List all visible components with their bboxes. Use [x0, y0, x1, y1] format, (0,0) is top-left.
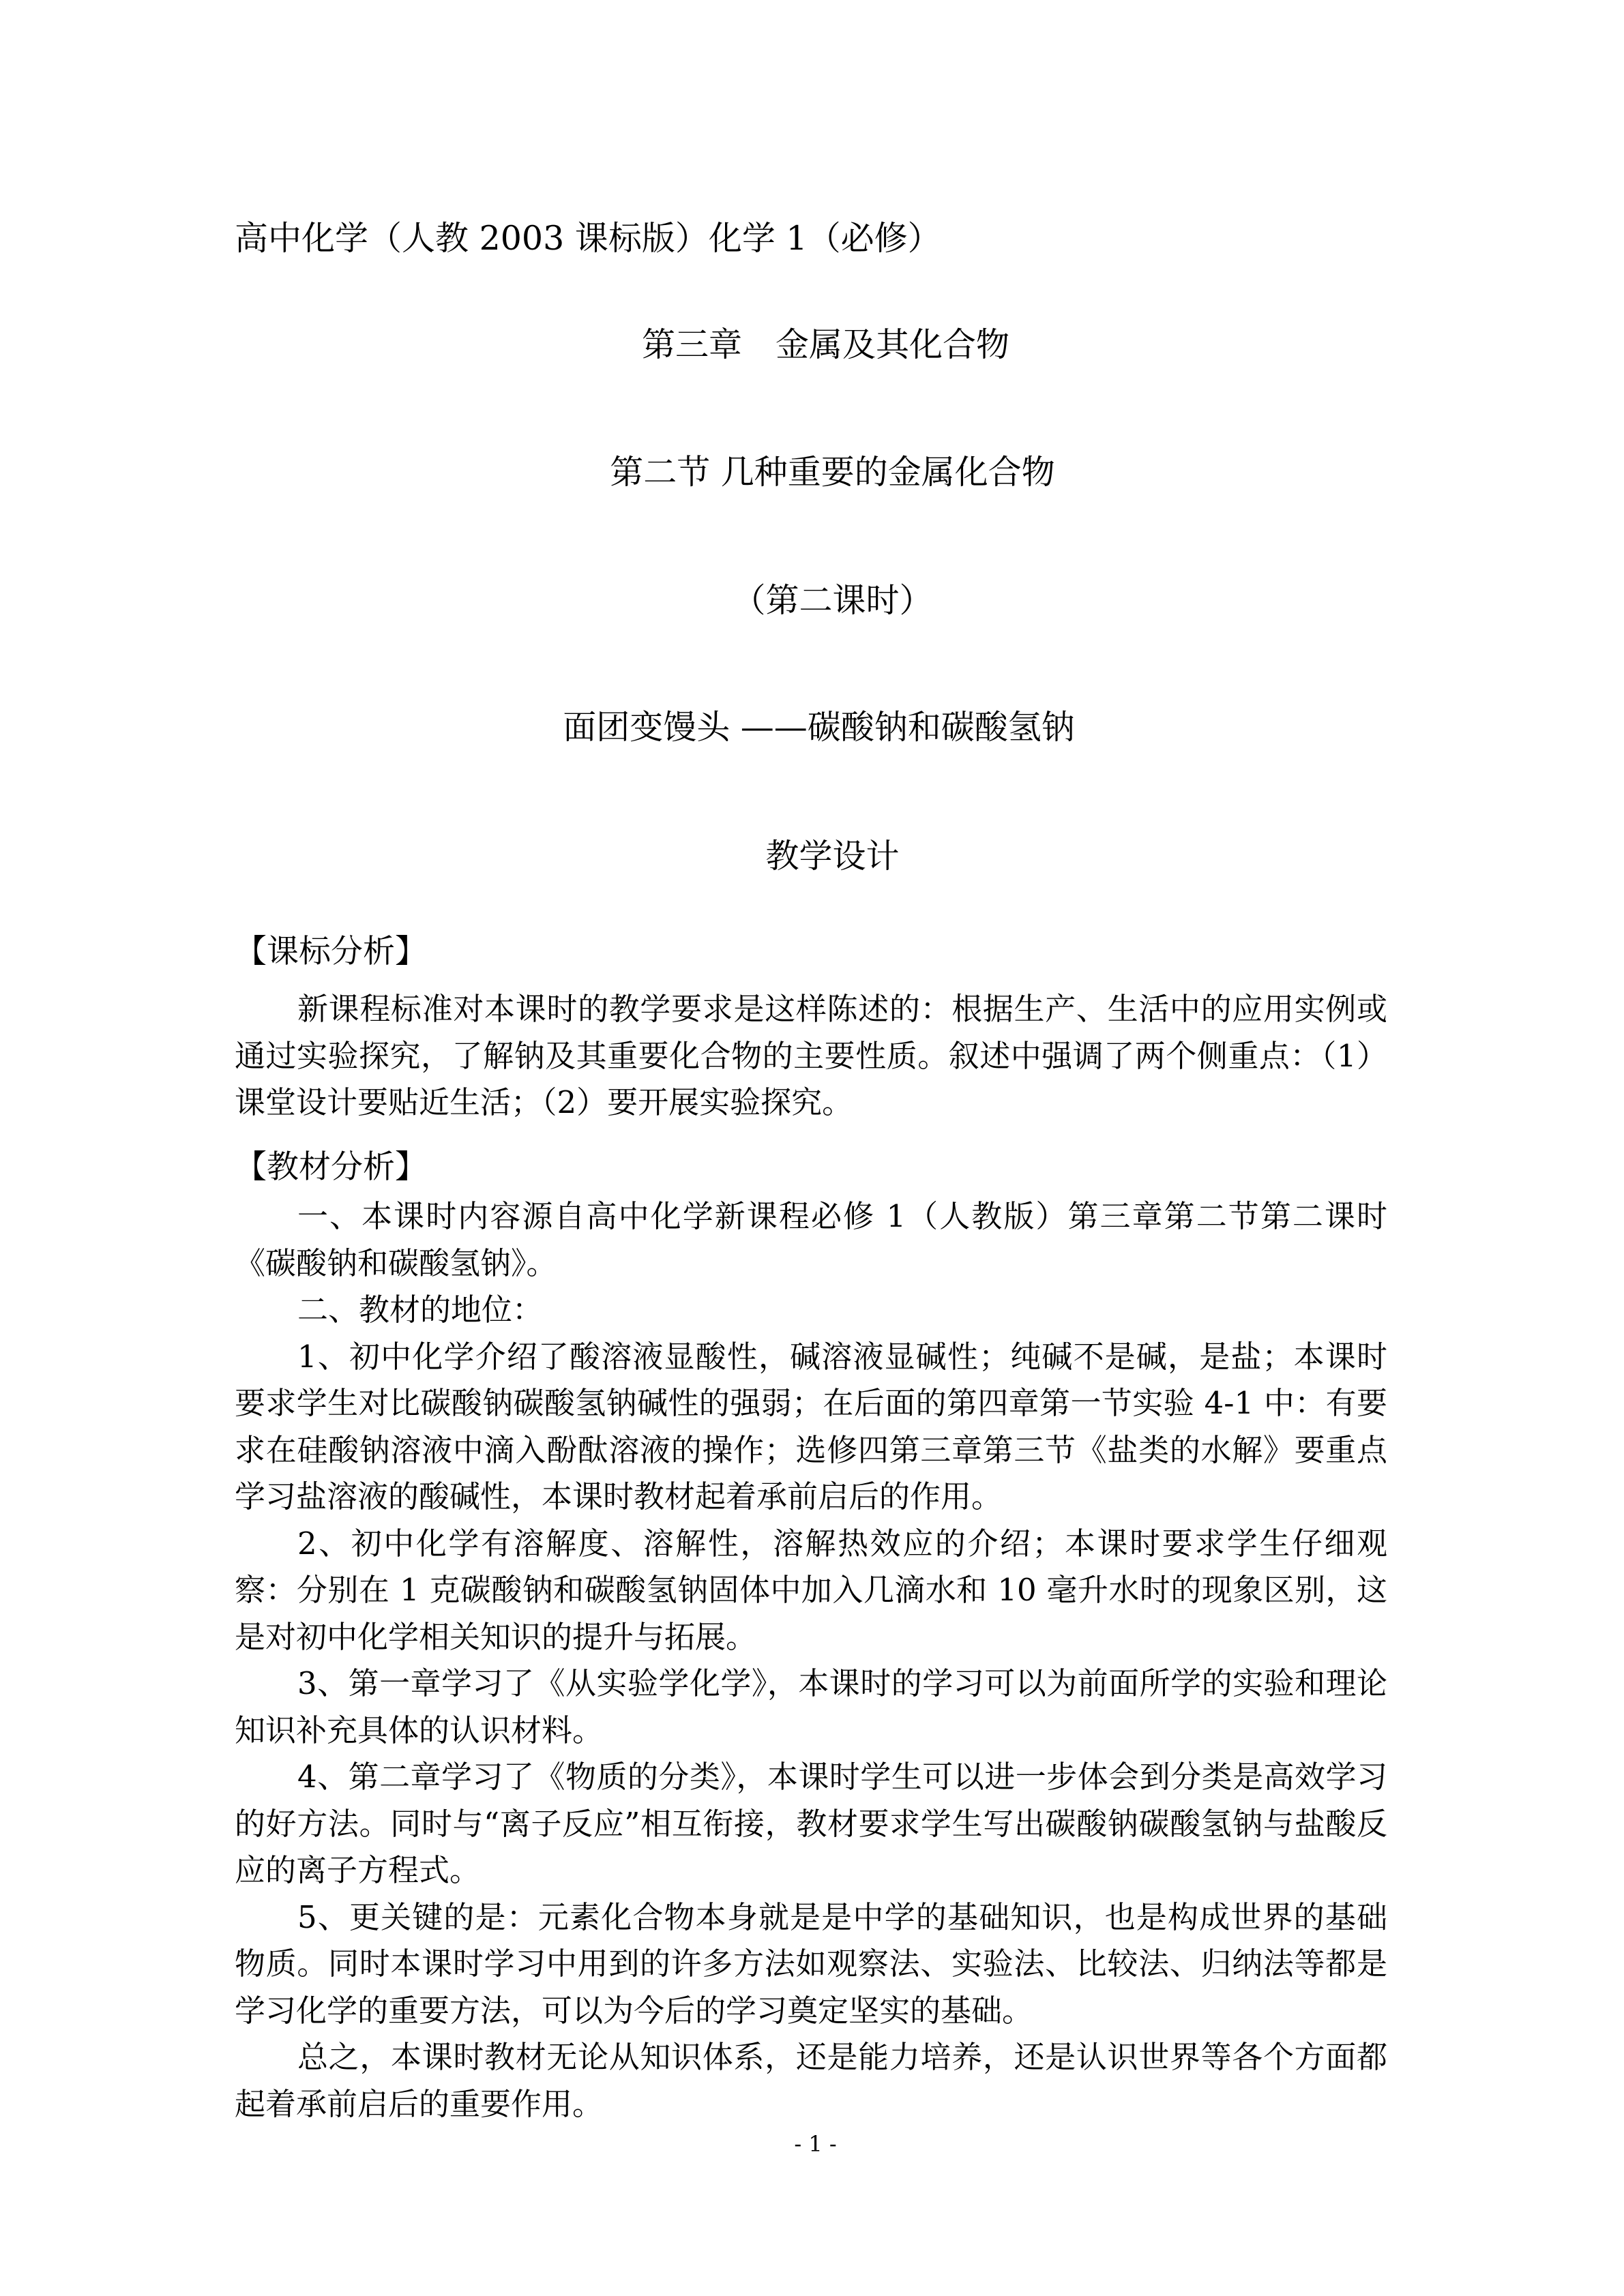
topic-title: 面团变馒头 ——碳酸钠和碳酸氢钠	[563, 708, 1075, 747]
paragraph: 2、初中化学有溶解度、溶解性，溶解热效应的介绍；本课时要求学生仔细观察：分别在 1 克碳酸钠和碳酸氢钠固体中加入几滴水和 10 毫升水时的现象区别，这是对初中化学相关知识的提升与拓展。	[235, 1525, 1387, 1655]
period-label: （第二课时）	[732, 581, 933, 620]
paragraph: 一、本课时内容源自高中化学新课程必修 1（人教版）第三章第二节第二课时《碳酸钠和碳酸氢钠》。	[235, 1198, 1387, 1281]
book-title: 高中化学（人教 2003 课标版）化学 1（必修）	[235, 219, 941, 258]
paragraph: 1、初中化学介绍了酸溶液显酸性，碱溶液显碱性；纯碱不是碱，是盐；本课时要求学生对比碳酸钠碳酸氢钠碱性的强弱；在后面的第四章第一节实验 4-1 中：有要求在硅酸钠溶液中滴入酚酞溶液的操作；选修四第三章第三节《盐类的水解》要重点学习盐溶液的酸碱性，本课时教材起着承前启后的作用。	[235, 1338, 1387, 1515]
paragraph: 新课程标准对本课时的教学要求是这样陈述的：根据生产、生活中的应用实例或通过实验探究，了解钠及其重要化合物的主要性质。叙述中强调了两个侧重点：（1）课堂设计要贴近生活；（2）要开展实验探究。	[235, 991, 1387, 1120]
textbook-analysis-body	[235, 1193, 1387, 2128]
curriculum-analysis-body	[235, 986, 1387, 1127]
paragraph: 二、教材的地位：	[297, 1292, 544, 1328]
paragraph: 3、第一章学习了《从实验学化学》，本课时的学习可以为前面所学的实验和理论知识补充具体的认识材料。	[235, 1665, 1387, 1748]
page-number: - 1 -	[794, 2131, 837, 2157]
section-title: 第二节 几种重要的金属化合物	[610, 453, 1055, 492]
curriculum-analysis-heading: 【课标分析】	[235, 933, 427, 970]
doc-type-title: 教学设计	[765, 837, 900, 876]
paragraph: 5、更关键的是：元素化合物本身就是是中学的基础知识，也是构成世界的基础物质。同时本课时学习中用到的许多方法如观察法、实验法、比较法、归纳法等都是学习化学的重要方法，可以为今后的学习奠定坚实的基础。	[235, 1898, 1387, 2029]
textbook-analysis-heading: 【教材分析】	[235, 1148, 427, 1186]
chapter-title: 第三章 金属及其化合物	[641, 325, 1009, 364]
paragraph: 4、第二章学习了《物质的分类》，本课时学生可以进一步体会到分类是高效学习的好方法。同时与“离子反应”相互衔接，教材要求学生写出碳酸钠碳酸氢钠与盐酸反应的离子方程式。	[235, 1759, 1387, 1888]
paragraph: 总之，本课时教材无论从知识体系，还是能力培养，还是认识世界等各个方面都起着承前启后的重要作用。	[235, 2039, 1387, 2122]
